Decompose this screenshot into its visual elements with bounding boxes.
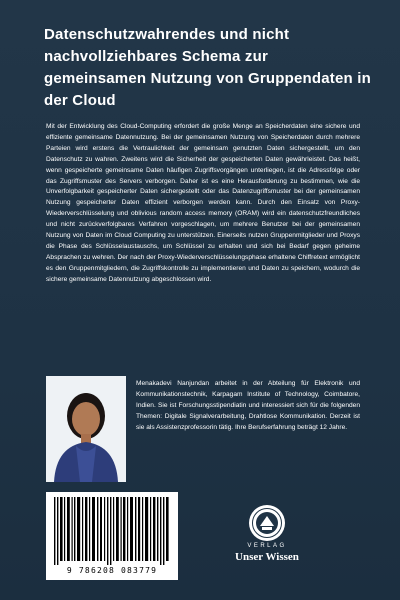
barcode-bars bbox=[52, 497, 172, 565]
publisher-verlag-label: VERLAG bbox=[247, 543, 287, 549]
book-abstract: Mit der Entwicklung des Cloud-Computing erfordert die große Menge an Speicherdaten eine sichere und effiziente gemeinsame Datennutzung. Bei der gemeinsamen Nutzung von Speicherdaten durch mehrere Parteien wird erstens die Vertraulichkeit der gemeinsam genutzten Daten sichergestellt, um den Datenschutz zu wahren. Zweitens wird die Sicherheit der gespeicherten Daten gewährleistet. Das heißt, wenn gespeicherte gemeinsame Daten häufigen Zugriffsvorgängen unterliegen, ist die Adressfolge oder das Zugriffsmuster des Servers verborgen. Daher ist es eine Herausforderung zu bestimmen, wie die Unverfolgbarkeit gespeicherter Daten sichergestellt oder das Datenzugriffsmuster bei der gemeinsamen Nutzung gespeicherter Daten effizient verborgen werden kann. Durch den Einsatz von Proxy-Wiederverschlüsselung und oblivious random access memory (ORAM) wird ein datenschutzfreundliches und nicht zurückverfolgbares Verfahren vorgeschlagen, um mehrere Benutzer bei der gemeinsamen Nutzung von Daten im Cloud Computing zu unterstützen. Einerseits nutzen Gruppenmitglieder und Proxys die Phase des Schlüsselaustauschs, um Schlüssel zu erhalten und sich bei Bedarf gegen geheime Absprachen zu wehren. Der nach der Proxy-Wiederverschlüsselungsphase erhaltene Chiffretext ermöglicht es den Gruppenmitgliedern, die Zugriffskontrolle zu implementieren und Daten zu speichern, wodurch die sichere gemeinsame Datennutzung abgeschlossen wird. bbox=[46, 123, 360, 283]
author-portrait-illustration bbox=[46, 376, 126, 482]
book-title: Datenschutzwahrendes und nicht nachvollziehbares Schema zur gemeinsamen Nutzung von Gruppendaten in der Cloud bbox=[44, 26, 371, 109]
author-photo bbox=[46, 376, 126, 482]
author-bio: Menakadevi Nanjundan arbeitet in der Abteilung für Elektronik und Kommunikationstechnik, Karpagam Institute of Technology, Coimbatore, Indien. Sie ist Forschungsstipendiatin und interessiert sich für die folgenden Themen: Digitale Signalverarbeitung, Drahtlose Kommunikation. Derzeit ist sie als Assistenzprofessorin tätig. Ihre Berufserfahrung beträgt 12 Jahre. bbox=[136, 380, 360, 431]
publisher-seal-icon bbox=[248, 504, 286, 542]
isbn-barcode bbox=[46, 492, 178, 580]
publisher-name: Unser Wissen bbox=[235, 551, 299, 563]
isbn-number: 9 786208 083779 bbox=[66, 566, 158, 575]
